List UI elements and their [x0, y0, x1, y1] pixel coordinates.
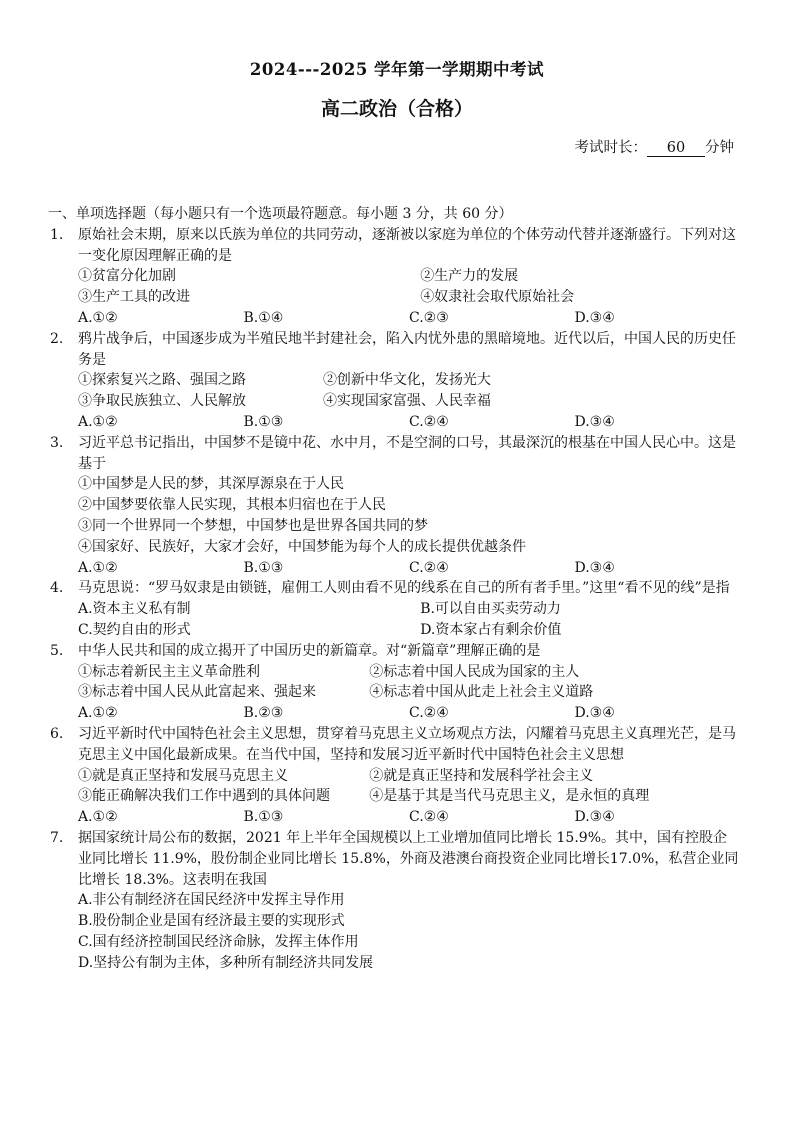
statement: ①探索复兴之路、强国之路: [78, 372, 246, 389]
question-4: [50, 578, 740, 640]
option: B.①③: [243, 809, 284, 826]
statement: ④国家好、民族好，大家才会好，中国梦能为每个人的成长提供优越条件: [78, 538, 526, 555]
question-number: 4.: [50, 580, 64, 597]
exam-duration: [575, 136, 735, 157]
statement-row: [78, 766, 740, 787]
statement: ①标志着新民主主义革命胜利: [78, 663, 260, 680]
question-stem: 中华人民共和国的成立揭开了中国历史的新篇章。对“新篇章”理解正确的是: [78, 642, 541, 659]
option-row: [78, 558, 740, 579]
question-6: [50, 724, 740, 828]
statement-row: [78, 391, 740, 412]
statement-row: [78, 662, 740, 683]
option: C.②④: [409, 705, 449, 722]
statement: ③争取民族独立、人民解放: [78, 393, 246, 410]
question-2: [50, 329, 740, 433]
statement: ③同一个世界同一个梦想，中国梦也是世界各国共同的梦: [78, 517, 428, 534]
statement: ③标志着中国人民从此富起来、强起来: [78, 684, 316, 701]
question-stem: 原始社会末期，原来以氏族为单位的共同劳动，逐渐被以家庭为单位的个体劳动代替并逐渐盛行。下列对这一变化原因理解正确的是: [78, 226, 736, 264]
statement: ②中国梦要依靠人民实现，其根本归宿也在于人民: [78, 497, 386, 514]
option: C.②④: [409, 559, 449, 576]
question-3: [50, 433, 740, 579]
question-content: [50, 204, 740, 973]
option-row: [78, 308, 740, 329]
option: C.②③: [409, 309, 449, 326]
choice: C.国有经济控制国民经济命脉，发挥主体作用: [78, 933, 359, 950]
option: D.③④: [574, 809, 615, 826]
option: B.①③: [243, 413, 284, 430]
question-number: 3.: [50, 434, 64, 451]
option: A.①②: [78, 309, 118, 326]
section-heading: 一、单项选择题（每小题只有一个选项最符题意。每小题 3 分，共 60 分）: [48, 206, 513, 222]
statement: ④是基于其是当代马克思主义，是永恒的真理: [369, 788, 650, 805]
question-1: [50, 225, 740, 329]
statement: ②生产力的发展: [420, 268, 519, 285]
choice-row: [78, 599, 740, 620]
question-number: 2.: [50, 330, 64, 347]
option: D.③④: [574, 705, 615, 722]
choice: D.坚持公有制为主体，多种所有制经济共同发展: [78, 954, 374, 971]
exam-title: 2024---2025 学年第一学期期中考试: [249, 60, 545, 79]
option: A.①②: [78, 413, 118, 430]
question-stem: 据国家统计局公布的数据，2021 年上半年全国规模以上工业增加值同比增长 15.9%。其中，国有控股企业同比增长 11.9%，股份制企业同比增长 15.8%，外商及港澳台商投资企业同比增长17.0%，私营企业同比增长 18.3%。这表明在我国: [78, 829, 739, 888]
statement-row: [78, 370, 740, 391]
question-number: 5.: [50, 642, 64, 659]
question-stem: 习近平总书记指出，中国梦不是镜中花、水中月，不是空洞的口号，其最深沉的根基在中国人民心中。这是基于: [78, 434, 736, 472]
option-row: [78, 807, 740, 828]
duration-label: 考试时长：: [574, 140, 647, 156]
statement-row: [78, 266, 740, 287]
option: B.②③: [243, 705, 284, 722]
option: A.①②: [78, 809, 118, 826]
option: D.③④: [574, 559, 615, 576]
option: D.③④: [574, 413, 615, 430]
statement: ③生产工具的改进: [78, 289, 190, 306]
statement: ④奴隶社会取代原始社会: [420, 289, 575, 306]
question-number: 7.: [50, 829, 64, 846]
statement: ①中国梦是人民的梦，其深厚源泉在于人民: [78, 476, 344, 493]
question-stem: 马克思说：“罗马奴隶是由锁链，雇佣工人则由看不见的线系在自己的所有者手里。”这里“看不见的线”是指: [78, 580, 730, 597]
option-row: [78, 412, 740, 433]
question-stem: 鸦片战争后，中国逐步成为半殖民地半封建社会，陷入内忧外患的黑暗境地。近代以后，中国人民的历史任务是: [78, 330, 736, 368]
question-7: [50, 828, 740, 974]
option: A.①②: [78, 705, 118, 722]
question-5: [50, 641, 740, 724]
statement-row: [78, 786, 740, 807]
statement: ③能正确解决我们工作中遇到的具体问题: [78, 788, 330, 805]
option: D.③④: [574, 309, 615, 326]
question-number: 6.: [50, 725, 64, 742]
statement: ①就是真正坚持和发展马克思主义: [78, 767, 288, 784]
choice: A.资本主义私有制: [78, 601, 191, 618]
statement: ④标志着中国从此走上社会主义道路: [369, 684, 594, 701]
option: C.②④: [409, 413, 449, 430]
statement: ②标志着中国人民成为国家的主人: [369, 663, 580, 680]
statement: ②创新中华文化，发扬光大: [322, 372, 491, 389]
question-number: 1.: [50, 226, 64, 243]
question-stem: 习近平新时代中国特色社会主义思想，贯穿着马克思主义立场观点方法，闪耀着马克思主义真理光芒，是马克思主义中国化最新成果。在当代中国，坚持和发展习近平新时代中国特色社会主义思想: [78, 725, 736, 763]
option: B.①③: [243, 559, 284, 576]
choice-row: [78, 620, 740, 641]
option: B.①④: [243, 309, 284, 326]
statement: ②就是真正坚持和发展科学社会主义: [369, 767, 594, 784]
duration-unit: 分钟: [705, 140, 734, 156]
statement-row: [78, 682, 740, 703]
option-row: [78, 703, 740, 724]
choice: D.资本家占有剩余价值: [420, 621, 562, 638]
choice: A.非公有制经济在国民经济中发挥主导作用: [78, 892, 345, 909]
choice: B.可以自由买卖劳动力: [420, 601, 561, 618]
option: A.①②: [78, 559, 118, 576]
statement: ④实现国家富强、人民幸福: [322, 393, 491, 410]
statement-row: [78, 287, 740, 308]
subject-title: 高二政治（合格）: [320, 98, 473, 120]
choice: C.契约自由的形式: [78, 621, 191, 638]
choice: B.股份制企业是国有经济最主要的实现形式: [78, 913, 345, 930]
option: C.②④: [409, 809, 449, 826]
statement: ①贫富分化加剧: [78, 268, 176, 285]
duration-value: 60: [647, 141, 705, 157]
